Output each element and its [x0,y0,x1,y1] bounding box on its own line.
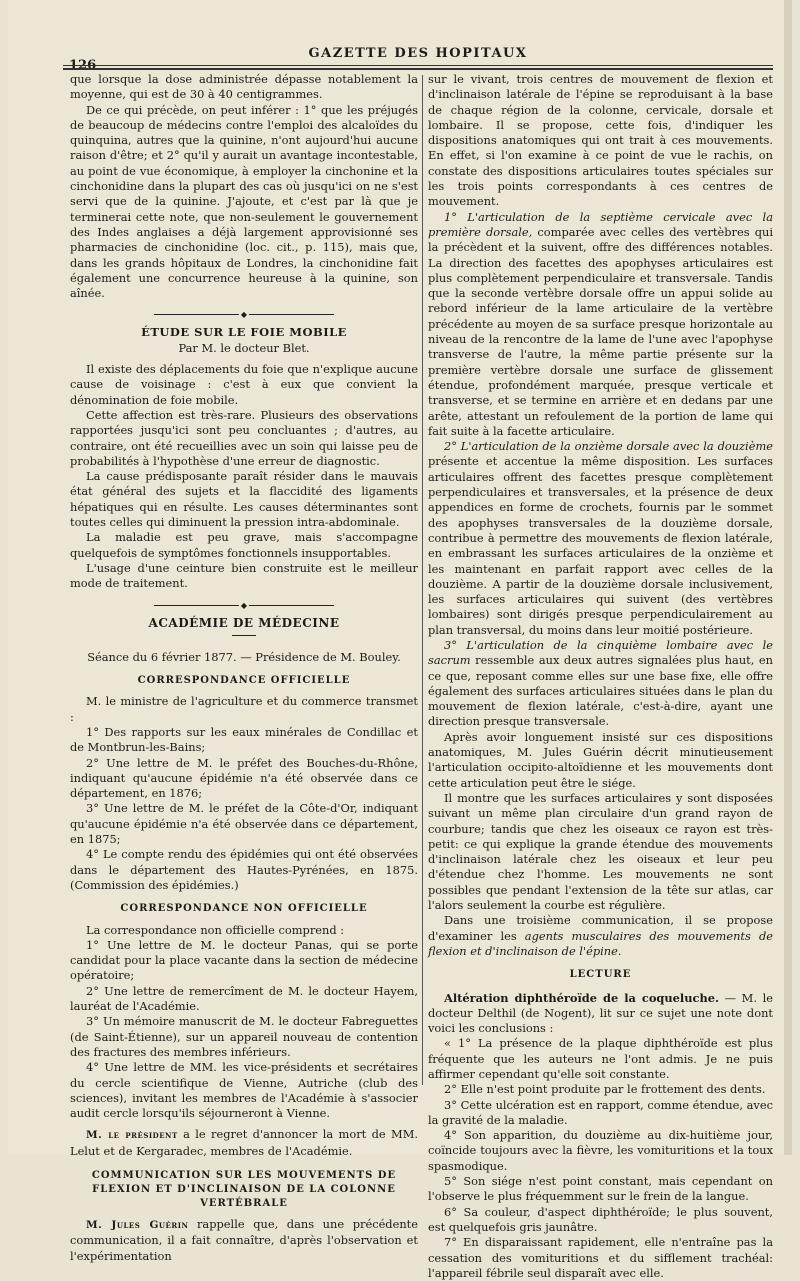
seance-line: Séance du 6 février 1877. — Présidence de M. Bouley. [87,649,401,664]
right-column [428,72,773,1281]
journal-title: GAZETTE DES HOPITAUX [308,46,528,61]
paragraph [428,913,773,959]
header-rule-thick [63,68,773,70]
paragraph: 4° Son apparition, du douzième au dix-huitième jour, coïncide toujours avec la fièvre, les vomituritions et la toux spasmodique. [428,1128,773,1173]
paragraph: 4° Une lettre de MM. les vice-présidents et secrétaires du cercle scientifique de Vienne, Autriche (club des sciences), invitant les membres de l'Académie à s'associer audit cercle lorsqu'ils séjourneront à Vienne. [70,1060,418,1121]
paragraph: L'usage d'une ceinture bien construite est le meilleur mode de traitement. [70,560,418,591]
paragraph: 4° Le compte rendu des épidémies qui ont été observées dans le département des Hautes-Pyrénées, en 1875. (Commission des épidémies.) [70,847,418,892]
paragraph-text: comparée avec celles des vertèbres qui la précèdent et la suivent, offre des différences notables. La direction des facettes des apophyses articulaires est plus complètement perpendiculaire et transversale. Tandis que la seconde vertèbre dorsale offre un appui solide au rebord inférieur de la lame articulaire de la vertèbre précédente au moyen de sa surface presque horizontale au niveau de la rencontre de la lame de l'une avec l'apophyse transverse de l'autre, la même partie présente sur la première vertèbre dorsale une surface de glissement étendue, profondément marquée, presque verticale et transverse, et se termine en arrière et en dedans par une arête, attestant un refoulement de la portion de lame qui fait suite à la facette articulaire. [428,224,773,438]
paragraph-text: présente et accentue la même disposition. Les surfaces articulaires offrent des facettes presque complètement perpendiculaires et transversales, et la présence de deux appendices en forme de crochets, fournis par le sommet des apophyses transversales de la douzième dorsale, contribue à permettre des mouvements de flexion latérale, en embrassant les surfaces articulaires de la onzième et les maintenant en parfait rapport avec celles de la douzième. A partir de la douzième dorsale inclusivement, les surfaces articulaires qui suivent (des vertèbres lombaires) sont dirigés presque perpendiculairement au plan transversal, du moins dans leur moitié postérieure. [428,454,773,637]
section-separator [154,602,334,608]
paragraph: La correspondance non officielle comprend : [86,922,345,937]
paragraph: 1° Des rapports sur les eaux minérales de Condillac et de Montbrun-les-Bains; [70,724,418,755]
article-title: Altération diphthéroïde de la coqueluche. [444,990,719,1005]
page-number: 126 [69,58,97,73]
subsection-title: CORRESPONDANCE NON OFFICIELLE [120,903,368,915]
section-separator [154,311,334,317]
paragraph [428,991,773,1037]
paragraph: 7° En disparaissant rapidement, elle n'entraîne pas la cessation des vomituritions et du sifflement trachéal: l'appareil fébrile seul disparaît avec elle. [428,1235,773,1280]
section-author: Par M. le docteur Blet. [178,340,310,355]
paragraph-text: a le regret d'annoncer la mort de MM. Lelut et de Kergaradec, membres de l'Académie. [70,1127,419,1158]
paragraph: De ce qui précède, on peut inférer : 1° que les préjugés de beaucoup de médecins contre l'emploi des alcaloïdes du quinquina, autres que la quinine, n'ont aujourd'hui aucune raison d'être; et 2° qu'il y aurait un avantage incontestable, au point de vue économique, à employer la cinchonine et la cinchonidine dans la plupart des cas où jusqu'ici on ne s'est servi que de la quinine. J'ajoute, et c'est par là que je terminerai cette note, que non-seulement le gouvernement des Indes anglaises a déjà largement approvisionné ses pharmacies de cinchonidine (loc. cit., p. 115), mais que, dans les grands hôpitaux de Londres, la cinchonidine fait également une concurrence heureuse à la quinine, son aînée. [70,102,418,301]
paragraph [70,1217,418,1264]
newspaper-page [8,0,792,1280]
section-title: ACADÉMIE DE MÉDECINE [148,615,340,630]
section-title: ÉTUDE SUR LE FOIE MOBILE [141,325,347,340]
paragraph: Il existe des déplacements du foie que n'explique aucune cause de voisinage : c'est à eux que convient la dénomination de foie mobile. [70,362,418,407]
header-rule [63,65,773,66]
column-divider [422,75,423,1085]
paragraph: Cette affection est très-rare. Plusieurs des observations rapportées jusqu'ici sont peu concluantes ; d'autres, au contraire, ont été recueillies avec un soin qui laisse peu de probabilités à l'hypothèse d'une erreur de diagnostic. [70,407,418,468]
paragraph [428,638,773,730]
paragraph: 3° Cette ulcération est en rapport, comme étendue, avec la gravité de la maladie. [428,1097,773,1127]
italic-text: agents musculaires des mouvements de flexion et d'inclinaison de l'épine. [428,928,773,958]
paragraph: Après avoir longuement insisté sur ces dispositions anatomiques, M. Jules Guérin décrit minutieusement l'articulation occipito-altoïdienne et les mouvements dont cette articulation peut être le siége. [428,729,773,790]
paragraph [70,1127,418,1159]
italic-lead: 3° L'articulation de la cinquième lombaire avec le sacrum [428,637,773,668]
paragraph: 2° Une lettre de M. le préfet des Bouches-du-Rhône, indiquant qu'aucune épidémie n'a été observée dans ce département, en 1876; [70,755,418,801]
paragraph: 1° Une lettre de M. le docteur Panas, qui se porte candidat pour la place vacante dans la section de médecine opératoire; [70,937,418,983]
paragraph: 3° Une lettre de M. le préfet de la Côte-d'Or, indiquant qu'aucune épidémie n'a été observée dans ce département, en 1875; [70,801,418,847]
paragraph: 5° Son siége n'est point constant, mais cependant on l'observe le plus fréquemment sur le frein de la langue. [428,1174,773,1204]
paragraph [428,439,773,638]
italic-lead: 1° L'articulation de la septième cervicale avec la première dorsale, [428,209,773,239]
paragraph [428,210,773,439]
paragraph-text: — M. le docteur Delthil (de Nogent), lit sur ce sujet une note dont voici les conclusions : [428,990,773,1036]
paragraph-text: ressemble aux deux autres signalées plus haut, en ce que, reposant comme elles sur une base fixe, elle offre également des surfaces articulaires situées dans le plan du mouvement de flexion latérale, c'est-à-dire, ayant une direction presque transversale. [428,653,773,729]
speaker-name: M. Jules Guérin [86,1219,189,1231]
paragraph-text: Dans une troisième communication, il se propose d'examiner les [428,913,773,943]
paragraph: 6° Sa couleur, d'aspect diphthéroïde; le plus souvent, est quelquefois gris jaunâtre. [428,1204,773,1234]
paragraph: 2° Une lettre de remercîment de M. le docteur Hayem, lauréat de l'Académie. [70,983,418,1014]
paragraph: M. le ministre de l'agriculture et du commerce transmet : [70,694,418,724]
italic-lead: 2° L'articulation de la onzième dorsale avec la douzième [444,439,773,454]
paragraph: La cause prédisposante paraît résider dans le mauvais état général des sujets et la flaccidité des ligaments hépatiques qui en résulte. Les causes déterminantes sont toutes celles qui diminuent la pression intra-abdominale. [70,469,418,530]
paragraph: 2° Elle n'est point produite par le frottement des dents. [444,1082,766,1097]
subsection-title: CORRESPONDANCE OFFICIELLE [137,675,351,687]
paragraph: « 1° La présence de la plaque diphthéroïde est plus fréquente que les auteurs ne l'ont admis. Je ne puis affirmer cependant qu'elle soit constante. [428,1036,773,1081]
short-rule [232,635,256,636]
paragraph: sur le vivant, trois centres de mouvement de flexion et d'inclinaison latérale de l'épine se reproduisant à la base de chaque région de la colonne, cervicale, dorsale et lombaire. Il se propose, cette fois, d'indiquer les dispositions anatomiques qui ont trait à ces mouvements. En effet, si l'on examine à ce point de vue le rachis, on constate des dispositions articulaires toutes spéciales sur les trois points correspondants à ces centres de mouvement. [428,72,773,209]
speaker-name: M. le président [86,1129,178,1142]
page-edge [784,0,792,1155]
paragraph-text: rappelle que, dans une précédente communication, il a fait connaître, d'après l'observation et l'expérimentation [70,1217,418,1263]
left-column [70,72,418,1264]
subsection-title: LECTURE [569,969,632,981]
subsection-title: COMMUNICATION SUR LES MOUVEMENTS DE FLEXION ET D'INCLINAISON DE LA COLONNE VERTÉBRALE [91,1170,397,1209]
paragraph: que lorsque la dose administrée dépasse notablement la moyenne, qui est de 30 à 40 centigrammes. [70,72,418,102]
paragraph: Il montre que les surfaces articulaires y sont disposées suivant un même plan circulaire d'un grand rayon de courbure; tandis que chez les oiseaux ce rayon est très-petit: ce qui explique la grande étendue des mouvements d'inclinaison latérale chez les oiseaux et leur peu d'étendue chez l'homme. Les mouvements ne sont possibles que pendant l'extension de la tête sur atlas, car l'alors seulement la courbe est régulière. [428,790,773,913]
paragraph: 3° Un mémoire manuscrit de M. le docteur Fabreguettes (de Saint-Étienne), sur un appareil nouveau de contention des fractures des membres inférieurs. [70,1014,418,1059]
paragraph: La maladie est peu grave, mais s'accompagne quelquefois de symptômes fonctionnels insupportables. [70,530,418,560]
